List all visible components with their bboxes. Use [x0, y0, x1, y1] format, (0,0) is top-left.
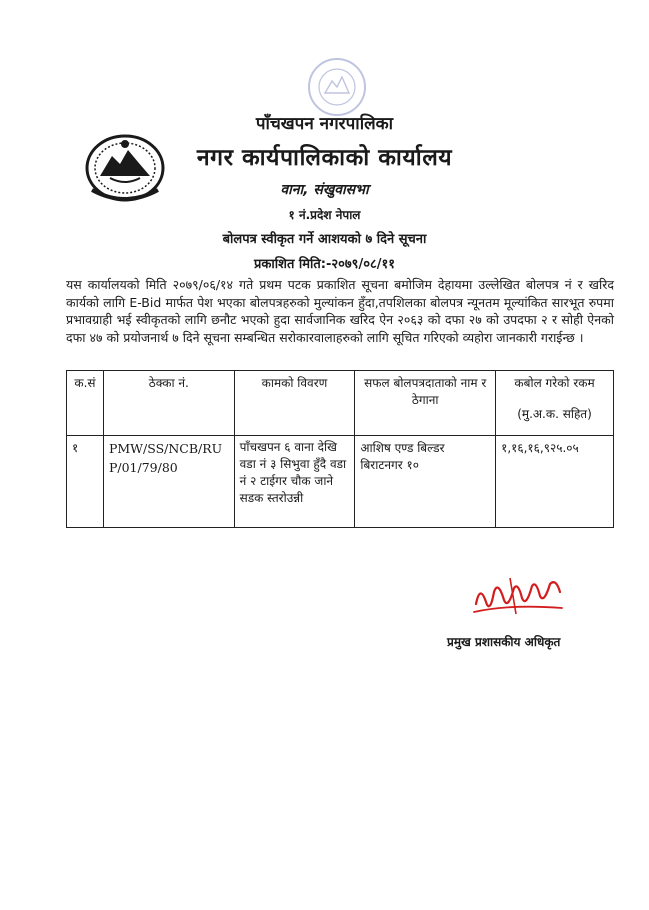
- cell-bidder: आशिष एण्ड बिल्डर बिराटनगर १०: [355, 436, 496, 528]
- office-seal-stamp: [305, 55, 369, 119]
- province-line: १ नं.प्रदेश नेपाल: [288, 208, 361, 222]
- amount-header-note: (मु.अ.क. सहित): [517, 407, 592, 421]
- signature-mark: [470, 574, 570, 618]
- cell-contract-no: PMW/SS/NCB/RUP/01/79/80: [103, 436, 234, 528]
- amount-header-label: कबोल गरेको रकम: [514, 376, 595, 390]
- col-header-bidder: सफल बोलपत्रदाताको नाम र ठेगाना: [355, 371, 496, 436]
- signatory-title: प्रमुख प्रशासकीय अधिकृत: [447, 635, 561, 649]
- cell-amount: १,१६,१६,९२५.०५: [496, 436, 614, 528]
- col-header-contract-no: ठेक्का नं.: [103, 371, 234, 436]
- table-row: [67, 436, 614, 528]
- municipality-name: पाँचखपन नगरपालिका: [255, 114, 394, 134]
- award-table: [66, 370, 614, 528]
- office-name: नगर कार्यपालिकाको कार्यालय: [196, 145, 453, 171]
- notice-paragraph: यस कार्यालयको मिति २०७९/०६/१४ गते प्रथम पटक प्रकाशित सूचना बमोजिम देहायमा उल्लेखित बोलपत्र नं र खरिद कार्यको लागि E-Bid मार्फत पेश भएका बोलपत्रहरुको मुल्यांकन हुँदा,तपशिलका बोलपत्र न्यूनतम मूल्यांकित सारभूत रुपमा प्रभावग्राही भई स्वीकृतको लागि छनौट भएको हुदा सार्वजानिक खरिद ऐन २०६३ को दफा २७ को उपदफा २ र सोही ऐनको दफा ४७ को प्रयोजनार्थ ७ दिने सूचना सम्बन्धित सरोकारवालाहरुको लागि सूचित गरिएको व्यहोरा जानकारी गराईन्छ ।: [66, 277, 614, 345]
- col-header-sn: क.सं: [67, 371, 104, 436]
- table-header-row: [67, 371, 614, 436]
- col-header-amount: [496, 371, 614, 436]
- col-header-work-description: कामको विवरण: [234, 371, 355, 436]
- office-location: वाना, संखुवासभा: [280, 182, 369, 198]
- cell-work-description: पाँचखपन ६ वाना देखि वडा नं ३ सिभुवा हुँदै वडा नं २ टाईगर चौक जाने सडक स्तरोउन्नी: [234, 436, 355, 528]
- notice-title: बोलपत्र स्वीकृत गर्ने आशयको ७ दिने सूचना: [222, 232, 427, 247]
- published-date: प्रकाशित मिति:-२०७९/०८/११: [254, 257, 395, 272]
- cell-sn: १: [67, 436, 104, 528]
